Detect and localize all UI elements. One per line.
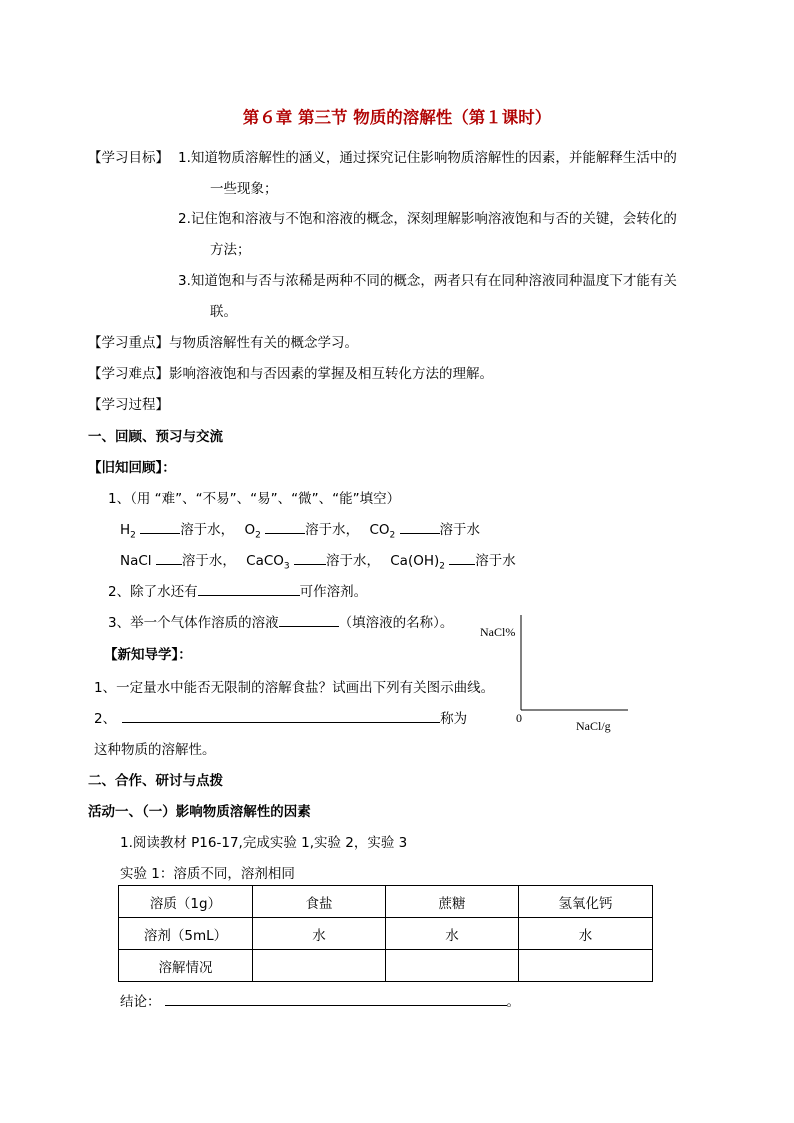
key-point: 【学习重点】与物质溶解性有关的概念学习。 <box>88 335 358 351</box>
table-cell: 水 <box>386 918 519 950</box>
o2-formula: $O_2$ <box>244 522 261 541</box>
experiment-1-table <box>118 885 653 982</box>
objective-2: 2.记住饱和溶液与不饱和溶液的概念，深刻理解影响溶液饱和与否的关键，会转化的 <box>178 211 677 227</box>
gas-solution-blank[interactable] <box>279 612 339 627</box>
objectives-label: 【学习目标】 <box>88 150 169 166</box>
table-cell: 溶剂（5mL） <box>119 918 253 950</box>
process-heading: 【学习过程】 <box>88 397 169 413</box>
objective-3-cont: 联。 <box>210 304 237 320</box>
new-question-1: 1、一定量水中能否无限制的溶解食盐？试画出下列有关图示曲线。 <box>94 680 495 696</box>
reading-instruction: 1.阅读教材 P16-17,完成实验 1,实验 2，实验 3 <box>120 835 408 851</box>
x-axis-label: NaCl/g <box>576 719 611 733</box>
answer-cell[interactable] <box>386 950 519 982</box>
difficulty: 【学习难点】影响溶液饱和与否因素的掌握及相互转化方法的理解。 <box>88 366 493 382</box>
caoh2-formula: $Ca(OH)_2$ <box>390 553 445 572</box>
table-cell: 水 <box>253 918 386 950</box>
table-cell: 溶质（1g） <box>119 886 253 918</box>
objective-2-cont: 方法； <box>210 242 251 258</box>
new-knowledge-heading: 【新知导学】： <box>104 647 192 663</box>
origin-label: 0 <box>516 711 522 725</box>
nacl-blank[interactable] <box>156 550 182 565</box>
question-3: 3、举一个气体作溶质的溶液 （填溶液的名称）。 <box>108 611 453 631</box>
table-row <box>119 918 653 950</box>
new-question-2-cont: 这种物质的溶解性。 <box>94 742 216 758</box>
y-axis-label: NaCl% <box>480 625 516 639</box>
review-heading: 【旧知回顾】： <box>88 460 176 476</box>
table-row <box>119 950 653 982</box>
table-cell: 水 <box>519 918 653 950</box>
objective-1-cont: 一些现象； <box>210 181 278 197</box>
answer-cell[interactable] <box>253 950 386 982</box>
question-1: 1、（用 “难”、“不易”、“易”、“微”、“能”填空） <box>108 491 401 507</box>
question-2: 2、除了水还有 可作溶剂。 <box>108 580 367 600</box>
solubility-sketch-graph <box>470 610 650 740</box>
nacl-formula: NaCl <box>120 553 152 569</box>
objective-1: 1.知道物质溶解性的涵义，通过探究记住影响物质溶解性的因素，并能解释生活中的 <box>178 150 677 166</box>
table-cell: 氢氧化钙 <box>519 886 653 918</box>
objective-3: 3.知道饱和与否与浓稀是两种不同的概念，两者只有在同种溶液同种温度下才能有关 <box>178 273 677 289</box>
experiment-1-label: 实验 1：溶质不同，溶剂相同 <box>120 866 295 882</box>
conclusion-blank[interactable] <box>165 991 507 1006</box>
conclusion: 结论： 。 <box>120 990 520 1010</box>
table-row <box>119 886 653 918</box>
definition-blank[interactable] <box>122 708 440 723</box>
co2-blank[interactable] <box>400 519 440 534</box>
solvent-blank[interactable] <box>198 581 300 596</box>
page-title: 第６章 第三节 物质的溶解性（第１课时） <box>242 108 552 127</box>
caoh2-blank[interactable] <box>449 550 475 565</box>
answer-cell[interactable] <box>519 950 653 982</box>
h2-blank[interactable] <box>140 519 180 534</box>
h2-formula: $H_2$ <box>120 522 136 541</box>
co2-formula: $CO_2$ <box>369 522 396 541</box>
q1-line-1: $H_2$ 溶于水， $O_2$ 溶于水， $CO_2$ 溶于水 <box>120 518 480 541</box>
caco3-formula: CaCO$_3$ <box>246 553 290 572</box>
table-cell: 蔗糖 <box>386 886 519 918</box>
section2-heading: 二、合作、研讨与点拨 <box>88 773 223 789</box>
new-question-2: 2、 称为 <box>94 707 467 727</box>
o2-blank[interactable] <box>265 519 305 534</box>
activity-heading: 活动一、（一）影响物质溶解性的因素 <box>88 804 311 820</box>
q1-line-2: NaCl 溶于水， CaCO$_3$ 溶于水， $Ca(OH)_2$ 溶于水 <box>120 549 516 572</box>
table-cell: 溶解情况 <box>119 950 253 982</box>
caco3-blank[interactable] <box>294 550 326 565</box>
section1-heading: 一、回顾、预习与交流 <box>88 429 223 445</box>
table-cell: 食盐 <box>253 886 386 918</box>
